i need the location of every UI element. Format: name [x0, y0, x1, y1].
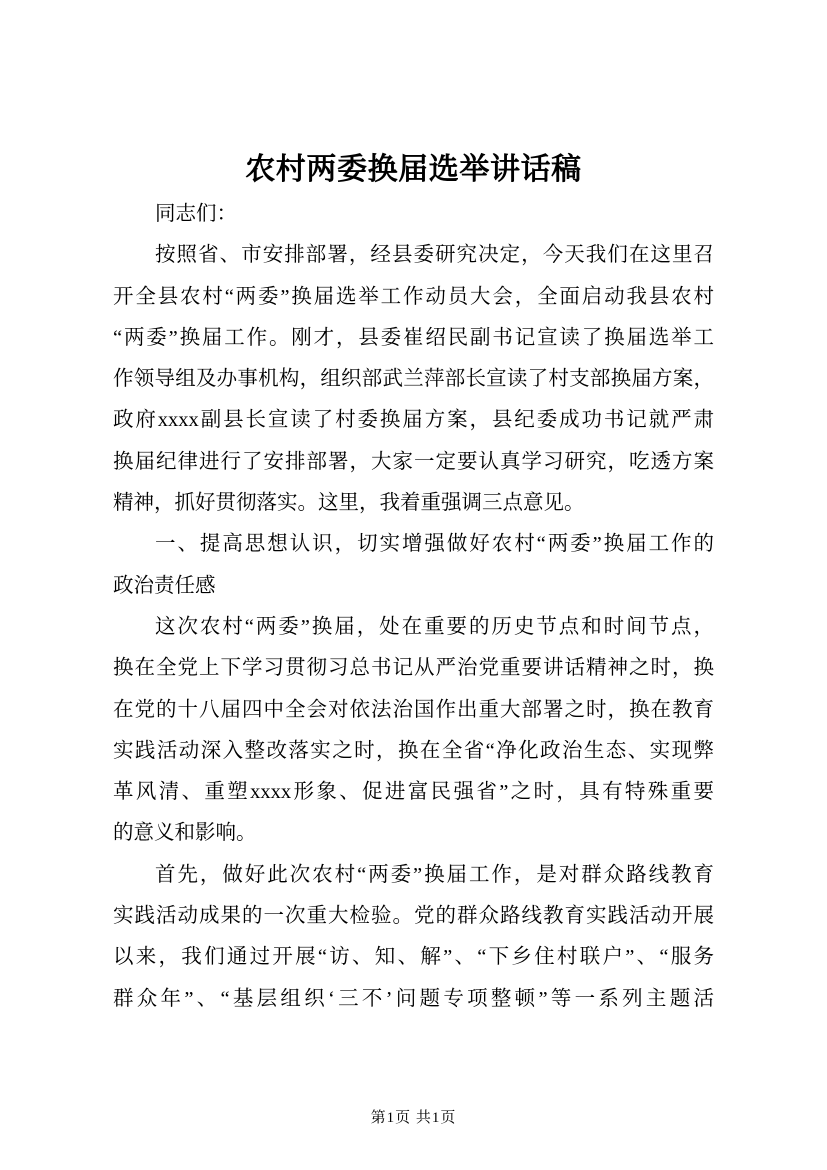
paragraph-greeting	[113, 194, 714, 235]
text-line: 的意义和影响。	[113, 822, 257, 845]
page-number-footer: 第1页 共1页	[370, 1110, 457, 1126]
text-line: 按照省、市安排部署，经县委研究决定，今天我们在这里召	[155, 244, 714, 267]
text-line: 群众年”、“基层组织‘三不’问题专项整顿”等一系列主题活	[113, 987, 714, 1010]
text-line: 革风清、重塑xxxx形象、促进富民强省”之时，具有特殊重要	[113, 781, 714, 804]
paragraph-intro	[113, 235, 714, 524]
text-line: 换届纪律进行了安排部署，大家一定要认真学习研究，吃透方案	[113, 450, 714, 473]
text-line: 政府xxxx副县长宣读了村委换届方案，县纪委成功书记就严肃	[113, 409, 714, 432]
paragraph-context	[113, 607, 714, 855]
text-line: 同志们：	[155, 203, 237, 225]
paragraph-first-point	[113, 855, 714, 1020]
text-line: “两委”换届工作。刚才，县委崔绍民副书记宣读了换届选举工	[113, 326, 714, 349]
text-line: 这次农村“两委”换届，处在重要的历史节点和时间节点，	[155, 615, 714, 638]
text-line: 政治责任感	[113, 574, 216, 597]
text-line: 精神，抓好贯彻落实。这里，我着重强调三点意见。	[113, 492, 585, 515]
text-line: 实践活动深入整改落实之时，换在全省“净化政治生态、实现弊	[113, 739, 714, 762]
text-line: 换在全党上下学习贯彻习总书记从严治党重要讲话精神之时，换	[113, 657, 714, 680]
text-line: 一、提高思想认识，切实增强做好农村“两委”换届工作的	[155, 533, 714, 556]
text-line: 以来，我们通过开展“访、知、解”、“下乡住村联户”、“服务	[113, 946, 714, 969]
text-line: 作领导组及办事机构，组织部武兰萍部长宣读了村支部换届方案，	[113, 368, 714, 391]
text-line: 开全县农村“两委”换届选举工作动员大会，全面启动我县农村	[113, 285, 714, 308]
section-heading-1	[113, 524, 714, 607]
text-line: 首先，做好此次农村“两委”换届工作，是对群众路线教育	[155, 863, 714, 886]
text-line: 实践活动成果的一次重大检验。党的群众路线教育实践活动开展	[113, 905, 714, 928]
document-body	[113, 194, 714, 1020]
document-title: 农村两委换届选举讲话稿	[245, 153, 582, 186]
text-line: 在党的十八届四中全会对依法治国作出重大部署之时，换在教育	[113, 698, 714, 721]
